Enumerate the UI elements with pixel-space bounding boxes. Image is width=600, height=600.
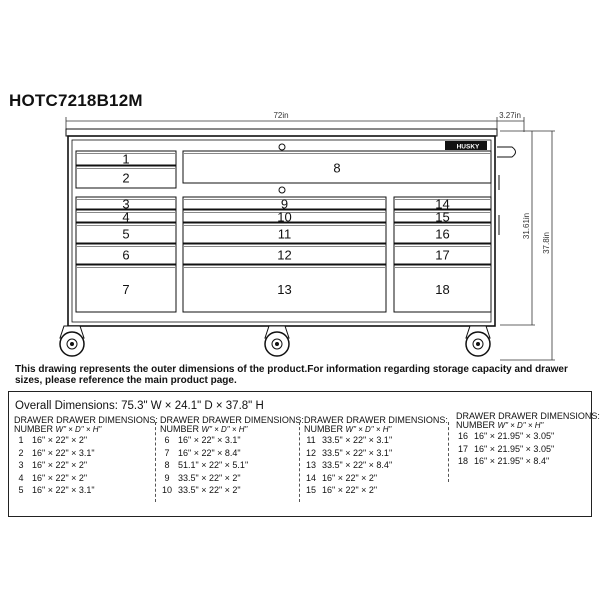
drawer-number: 7	[164, 447, 170, 458]
drawer-number: 9	[164, 472, 170, 483]
caster-part	[275, 342, 279, 346]
drawer-column	[456, 412, 600, 468]
drawer-dimensions: 33.5" × 22" × 2"	[178, 485, 241, 495]
caster-part	[70, 342, 74, 346]
drawer-number: 5	[18, 485, 24, 495]
table-row	[14, 459, 158, 472]
drawer-label-18: 18	[435, 282, 450, 297]
drawer-number: 17	[457, 443, 468, 454]
table-row	[14, 434, 158, 447]
drawer-number: 16	[457, 431, 468, 441]
drawer-number: 8	[164, 460, 170, 470]
drawer-number: 4	[18, 472, 24, 483]
drawer-dimensions: 16" × 22" × 2"	[322, 485, 378, 495]
dimension-note: This drawing represents the outer dimensions of the product.For information regarding storage capacity and drawer sizes, please reference the main product page.	[15, 364, 568, 386]
drawer-label-11: 11	[277, 226, 292, 242]
caster-part	[476, 342, 480, 346]
drawer-label-3: 3	[122, 196, 130, 212]
drawer-label-5: 5	[122, 226, 130, 242]
drawer-dimensions: 16" × 22" × 2"	[322, 472, 378, 483]
table-row	[304, 459, 448, 472]
drawer-column	[304, 416, 448, 497]
drawer-dimensions: 33.5" × 22" × 2"	[178, 472, 241, 483]
drawer-label-4: 4	[122, 209, 130, 225]
drawer-dimensions: 16" × 22" × 3.1"	[178, 435, 241, 445]
drawer-dimensions: 16" × 22" × 3.1"	[32, 447, 95, 458]
brand-logo	[445, 141, 487, 151]
height-dimension: 31.61in	[522, 212, 531, 240]
table-row	[456, 443, 600, 456]
table-header: DRAWER DRAWER DIMENSIONS: NUMBER W" × D" × H"	[14, 415, 158, 434]
table-row	[304, 484, 448, 497]
table-row	[160, 434, 304, 447]
drawer-label-6: 6	[122, 247, 130, 263]
drawer-number: 1	[18, 435, 24, 445]
drawer-label-15: 15	[435, 209, 450, 225]
drawer-label-14: 14	[435, 196, 450, 212]
drawer-label-7: 7	[122, 282, 130, 297]
drawer-dimensions: 16" × 22" × 3.1"	[32, 485, 95, 495]
drawer-number: 13	[305, 460, 316, 470]
drawer-label-2: 2	[122, 170, 130, 186]
drawer-number: 6	[164, 435, 170, 445]
table-header: DRAWER DRAWER DIMENSIONS: NUMBER W" × D" × H"	[456, 411, 600, 430]
table-row	[304, 447, 448, 460]
table-row	[14, 484, 158, 497]
drawer-label-9: 9	[280, 196, 289, 212]
drawer-dimensions: 51.1" × 22" × 5.1"	[178, 460, 249, 470]
drawer-number: 18	[457, 456, 468, 466]
table-row	[160, 484, 304, 497]
drawer-number: 12	[305, 447, 316, 458]
lock-icon	[279, 187, 285, 193]
table-row	[14, 447, 158, 460]
drawer-label-13: 13	[277, 282, 292, 297]
width-dimension: 72in	[273, 111, 289, 120]
drawer-dimensions: 16" × 22" × 8.4"	[178, 447, 241, 458]
drawer-dimensions: 33.5" × 22" × 3.1"	[322, 447, 393, 458]
column-divider	[299, 422, 300, 502]
drawer-label-10: 10	[277, 209, 292, 225]
column-divider	[448, 422, 449, 482]
table-header: DRAWER DRAWER DIMENSIONS: NUMBER W" × D" × H"	[304, 415, 448, 434]
table-row	[160, 459, 304, 472]
table-row	[304, 472, 448, 485]
drawer-number: 11	[306, 435, 316, 445]
table-header: DRAWER DRAWER DIMENSIONS: NUMBER W" × D" × H"	[160, 415, 304, 434]
drawer-label-17: 17	[435, 247, 450, 263]
drawer-dimensions: 33.5" × 22" × 3.1"	[322, 435, 393, 445]
overall-dimensions: Overall Dimensions: 75.3" W × 24.1" D × 37.8" H	[15, 400, 264, 412]
brand-label: HUSKY	[456, 143, 480, 151]
drawer-column	[160, 416, 304, 497]
table-row	[304, 434, 448, 447]
model-number: HOTC7218B12M	[9, 91, 143, 110]
drawer-label-8: 8	[333, 160, 341, 176]
drawer-label-16: 16	[435, 226, 450, 242]
drawer-number: 14	[305, 472, 316, 483]
drawer-dimensions: 16" × 21.95" × 3.05"	[474, 431, 555, 441]
drawer-dimensions: 16" × 22" × 2"	[32, 435, 88, 445]
table-row	[160, 472, 304, 485]
drawer-dimensions: 16" × 22" × 2"	[32, 460, 88, 470]
drawer-number: 3	[18, 460, 24, 470]
drawer-column	[14, 416, 158, 497]
drawer-number: 15	[305, 485, 316, 495]
drawer-dimensions: 16" × 21.95" × 3.05"	[474, 443, 555, 454]
drawer-number: 10	[161, 485, 172, 495]
drawer-number: 2	[18, 447, 24, 458]
drawer-dimensions: 16" × 21.95" × 8.4"	[474, 456, 550, 466]
drawer-label-1: 1	[122, 151, 130, 167]
table-row	[456, 455, 600, 468]
table-row	[456, 430, 600, 443]
total-height-dimension: 37.8in	[542, 232, 551, 254]
side-dimension: 3.27in	[499, 111, 521, 120]
drawer-label-12: 12	[277, 247, 292, 263]
drawer-dimensions: 16" × 22" × 2"	[32, 472, 88, 483]
column-divider	[155, 422, 156, 502]
drawer-dimensions: 33.5" × 22" × 8.4"	[322, 460, 393, 470]
table-row	[160, 447, 304, 460]
table-row	[14, 472, 158, 485]
lock-icon	[279, 144, 285, 150]
